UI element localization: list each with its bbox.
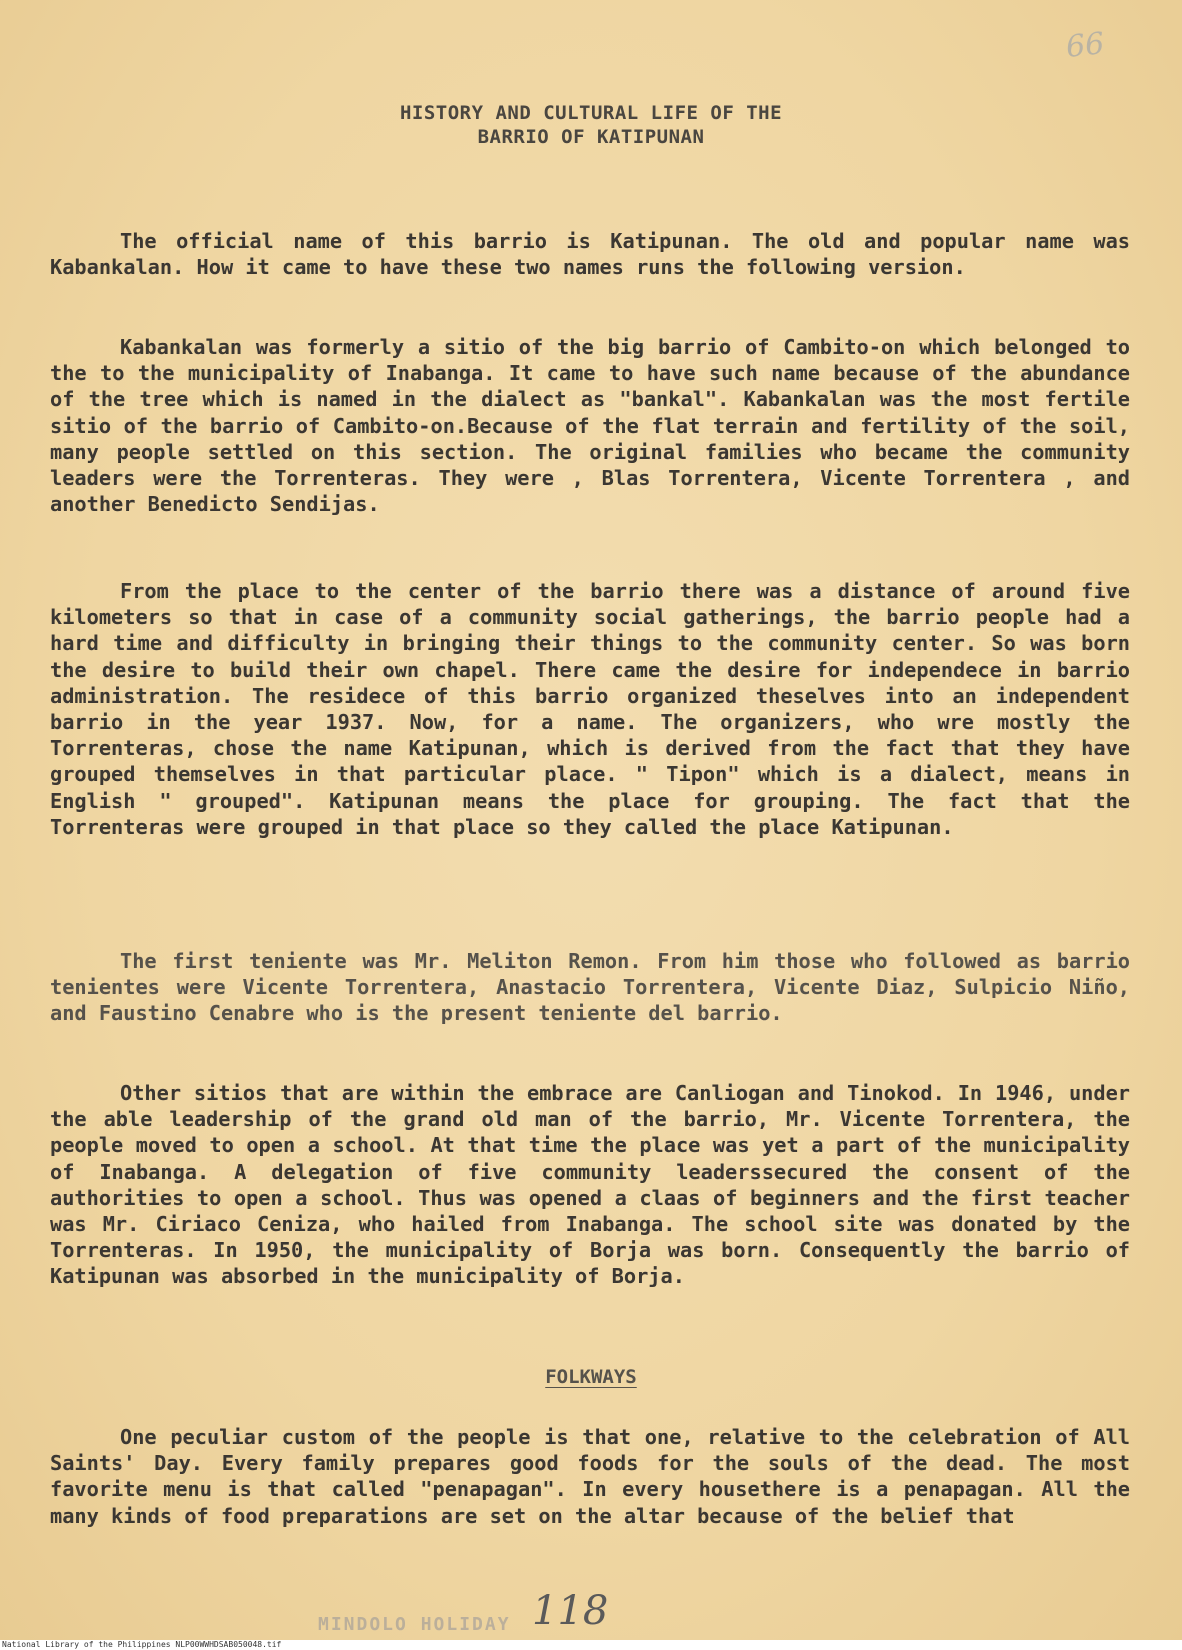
faded-bottom-stamp: MINDOLO HOLIDAY bbox=[318, 1614, 511, 1635]
paragraph-all-saints-custom: One peculiar custom of the people is that one, relative to the celebration of All Saints' Day. Every family prepares good foods for the souls of the dead. The most favorite menu is that called "penapagan". In every housethere is a penapagan. All the many kinds of food preparations are set on the altar because of the belief that bbox=[50, 1425, 1130, 1528]
document-title-line-1: HISTORY AND CULTURAL LIFE OF THE bbox=[399, 102, 783, 124]
paragraph-tenientes: The first teniente was Mr. Meliton Remon. From him those who followed as barrio tenientes were Vicente Torrentera, Anastacio Torrentera, Vicente Diaz, Sulpicio Niño, and Faustino Cenabre who is the present teniente del barrio. bbox=[50, 949, 1130, 1026]
document-title-line-2: BARRIO OF KATIPUNAN bbox=[477, 126, 705, 148]
archive-footer-label: National Library of the Philippines NLP00WWHDSAB050048.tif bbox=[2, 1640, 282, 1649]
paragraph-katipunan-name: From the place to the center of the barrio there was a distance of around five kilometers so that in case of a community social gatherings, the barrio people had a hard time and difficulty in bringing their things to the community center. So was born the desire to build their own chapel. There came the desire for independece in barrio administration. The residece of this barrio organized theselves into an independent barrio in the year 1937. Now, for a name. The organizers, who wre mostly the Torrenteras, chose the name Katipunan, which is derived from the fact that they have grouped themselves in that particular place. " Tipon" which is a dialect, means in English " grouped". Katipunan means the place for grouping. The fact that the Torrenteras were grouped in that place so they called the place Katipunan. bbox=[50, 579, 1130, 839]
corner-page-note: 66 bbox=[1064, 26, 1106, 65]
paragraph-official-name: The official name of this barrio is Katipunan. The old and popular name was Kabankalan. How it came to have these two names runs the following version. bbox=[50, 229, 1130, 280]
section-heading-text: FOLKWAYS bbox=[545, 1366, 637, 1388]
handwritten-page-number: 118 bbox=[532, 1588, 609, 1634]
section-heading-folkways bbox=[0, 1366, 1182, 1388]
paragraph-kabankalan-origin: Kabankalan was formerly a sitio of the big barrio of Cambito-on which belonged to the to the municipality of Inabanga. It came to have such name because of the abundance of the tree which is named in the dialect as "bankal". Kabankalan was the most fertile sitio of the barrio of Cambito-on.Because of the flat terrain and fertility of the soil, many people settled on this section. The original families who became the community leaders were the Torrenteras. They were , Blas Torrentera, Vicente Torrentera , and another Benedicto Sendijas. bbox=[50, 335, 1130, 517]
paragraph-school-history: Other sitios that are within the embrace are Canliogan and Tinokod. In 1946, under the able leadership of the grand old man of the barrio, Mr. Vicente Torrentera, the people moved to open a school. At that time the place was yet a part of the municipality of Inabanga. A delegation of five community leaderssecured the consent of the authorities to open a school. Thus was opened a claas of beginners and the first teacher was Mr. Ciriaco Ceniza, who hailed from Inabanga. The school site was donated by the Torrenteras. In 1950, the municipality of Borja was born. Consequently the barrio of Katipunan was absorbed in the municipality of Borja. bbox=[50, 1081, 1130, 1289]
